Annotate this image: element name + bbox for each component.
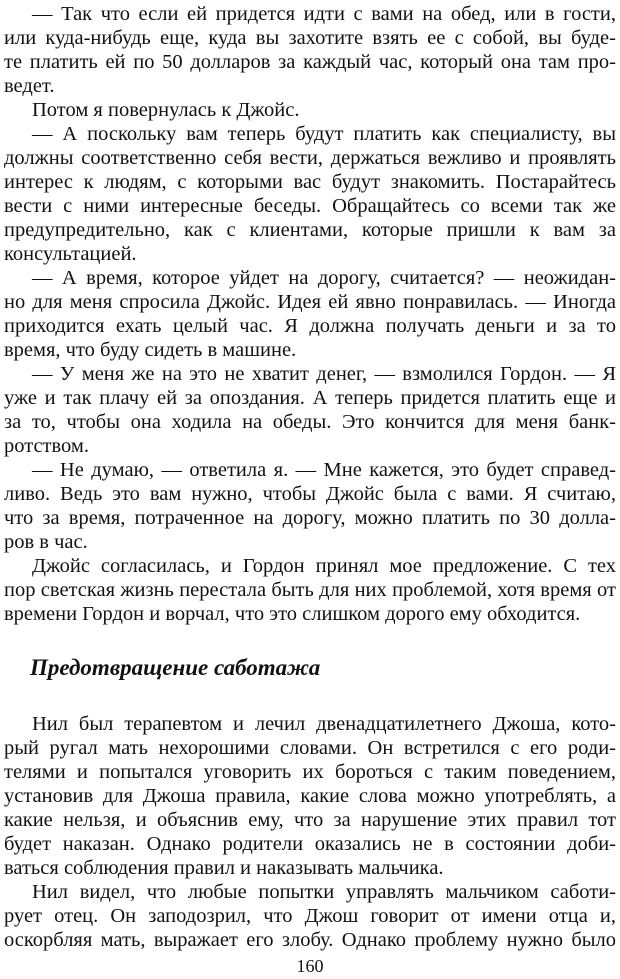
text-line: оскорбляя мать, выражает его злобу. Однако проблему нужно было <box>4 929 616 951</box>
text-line: за то, чтобы она ходила на обеды. Это кончится для меня банк- <box>4 411 616 433</box>
text-line: времени Гордон и ворчал, что это слишком дорого ему обходится. <box>4 603 581 625</box>
text-line: — Так что если ей придется идти с вами на обед, или в гости, <box>32 3 616 25</box>
text-line: ваться соблюдения правил и наказывать мальчика. <box>4 857 444 879</box>
text-line: — А поскольку вам теперь будут платить как специалисту, вы <box>32 123 616 145</box>
text-line: будет наказан. Однако родители оказались не в состоянии доби- <box>4 833 616 855</box>
text-line: ливо. Ведь это вам нужно, чтобы Джойс была с вами. Я считаю, <box>4 483 616 505</box>
text-line: время, что буду сидеть в машине. <box>4 339 297 361</box>
text-line: Нил видел, что любые попытки управлять мальчиком саботи- <box>32 881 616 903</box>
text-line: или куда-нибудь еще, куда вы захотите взять ее с собой, вы буде- <box>4 27 616 49</box>
page-number: 160 <box>296 956 324 976</box>
text-line: те платить ей по 50 долларов за каждый час, который она там про- <box>4 51 616 73</box>
text-line: интерес к людям, с которыми вас будут знакомить. Постарайтесь <box>4 171 616 193</box>
section-heading: Предотвращение саботажа <box>30 655 321 680</box>
text-line: вести с ними интересные беседы. Обращайтесь со всеми так же <box>4 195 616 217</box>
text-line: — У меня же на это не хватит денег, — взмолился Гордон. — Я <box>32 363 616 385</box>
text-line: что за время, потраченное на дорогу, можно платить по 30 долла- <box>4 507 616 529</box>
text-line: ротством. <box>4 435 89 457</box>
text-line: какие нельзя, и объяснив ему, что за нарушение этих правил тот <box>4 809 616 831</box>
text-line: — Не думаю, — ответила я. — Мне кажется, это будет справед- <box>32 459 616 481</box>
text-line: рый ругал мать нехорошими словами. Он встретился с его роди- <box>4 737 616 759</box>
text-line: Джойс согласилась, и Гордон принял мое предложение. С тех <box>32 555 616 577</box>
text-line: ров в час. <box>4 531 88 553</box>
text-line: установив для Джоша правила, какие слова можно употреблять, а <box>4 785 616 807</box>
text-line: должны соответственно себя вести, держаться вежливо и проявлять <box>4 147 616 169</box>
text-line: предупредительно, как с клиентами, которые пришли к вам за <box>4 219 616 241</box>
text-line: консультацией. <box>4 243 137 265</box>
text-line: но для меня спросила Джойс. Идея ей явно понравилась. — Иногда <box>4 291 616 313</box>
text-line: пор светская жизнь перестала быть для них проблемой, хотя время от <box>4 579 616 601</box>
text-line: Потом я повернулась к Джойс. <box>32 99 300 121</box>
text-line: рует отец. Он заподозрил, что Джош говорит от имени отца и, <box>4 905 616 927</box>
text-line: телями и попытался уговорить их бороться с таким поведением, <box>4 761 616 783</box>
text-line: приходится ехать целый час. Я должна получать деньги и за то <box>4 315 616 337</box>
text-line: — А время, которое уйдет на дорогу, считается? — неожидан- <box>32 267 616 289</box>
text-line: ведет. <box>4 75 55 97</box>
text-line: уже и так плачу ей за опоздания. А теперь придется платить еще и <box>4 387 616 409</box>
text-line: Нил был терапевтом и лечил двенадцатилетнего Джоша, кото- <box>32 713 616 735</box>
